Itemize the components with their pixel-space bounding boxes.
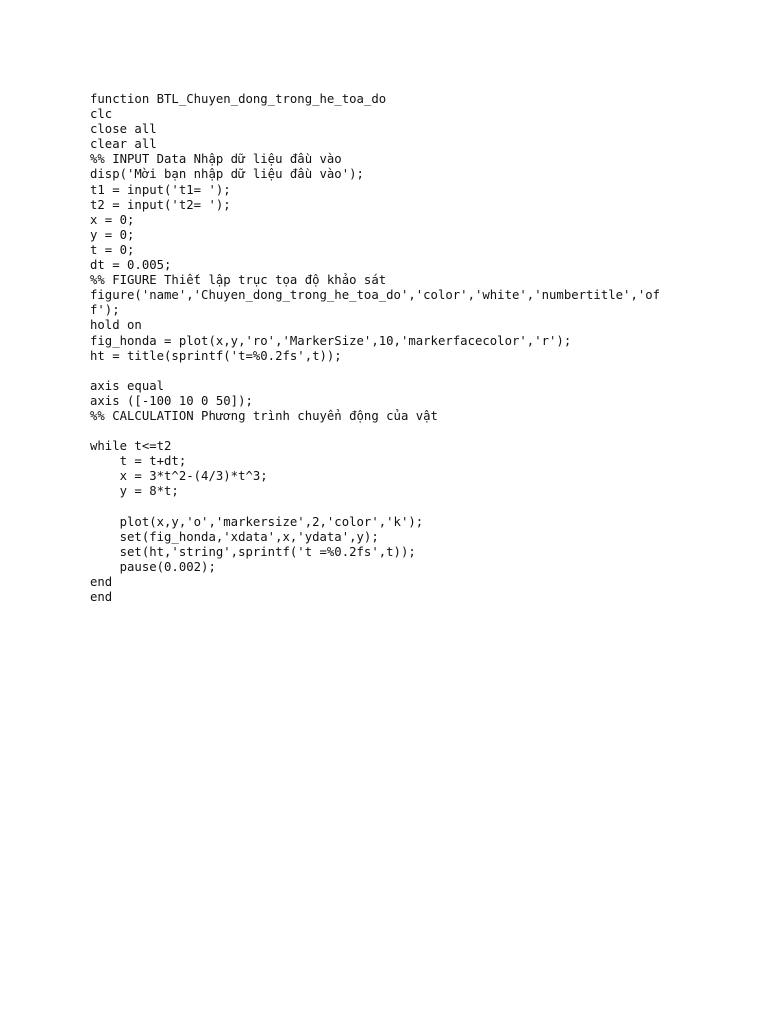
code-line: y = 8*t; xyxy=(90,484,179,499)
code-line: f'); xyxy=(90,303,120,318)
code-line: axis ([-100 10 0 50]); xyxy=(90,393,253,408)
code-line: plot(x,y,'o','markersize',2,'color','k'); xyxy=(90,514,424,529)
code-line: t1 = input('t1= '); xyxy=(90,182,231,197)
code-line: end xyxy=(90,590,113,605)
code-line: figure('name','Chuyen_dong_trong_he_toa_do','color','white','numbertitle','of xyxy=(90,288,661,303)
code-line: %% CALCULATION Phương trình chuyển động của vật xyxy=(90,408,438,423)
code-line: %% INPUT Data Nhập dữ liệu đầu vào xyxy=(90,152,342,167)
code-line: x = 0; xyxy=(90,212,135,227)
code-line: ht = title(sprintf('t=%0.2fs',t)); xyxy=(90,348,342,363)
code-line: x = 3*t^2-(4/3)*t^3; xyxy=(90,469,268,484)
code-line: set(fig_honda,'xdata',x,'ydata',y); xyxy=(90,529,379,544)
code-line: hold on xyxy=(90,318,142,333)
code-line: t = t+dt; xyxy=(90,454,187,469)
code-line: y = 0; xyxy=(90,227,135,242)
code-line: clear all xyxy=(90,137,157,152)
code-line xyxy=(90,364,690,379)
code-line: while t<=t2 xyxy=(90,439,172,454)
code-line: close all xyxy=(90,122,157,137)
code-line: function BTL_Chuyen_dong_trong_he_toa_do xyxy=(90,92,387,106)
code-line: clc xyxy=(90,107,113,122)
code-line: t2 = input('t2= '); xyxy=(90,197,231,212)
code-line: %% FIGURE Thiết lập trục tọa độ khảo sát xyxy=(90,273,387,288)
code-listing xyxy=(90,92,690,605)
code-line xyxy=(90,500,690,515)
code-line: fig_honda = plot(x,y,'ro','MarkerSize',10,'markerfacecolor','r'); xyxy=(90,333,572,348)
code-line: t = 0; xyxy=(90,242,135,257)
code-line: end xyxy=(90,575,113,589)
code-line: set(ht,'string',sprintf('t =%0.2fs',t)); xyxy=(90,544,416,559)
code-line: dt = 0.005; xyxy=(90,258,172,273)
code-line: pause(0.002); xyxy=(90,559,216,574)
code-line: axis equal xyxy=(90,378,165,393)
code-line: disp('Mời bạn nhập dữ liệu đầu vào'); xyxy=(90,167,364,182)
code-line xyxy=(90,424,690,439)
